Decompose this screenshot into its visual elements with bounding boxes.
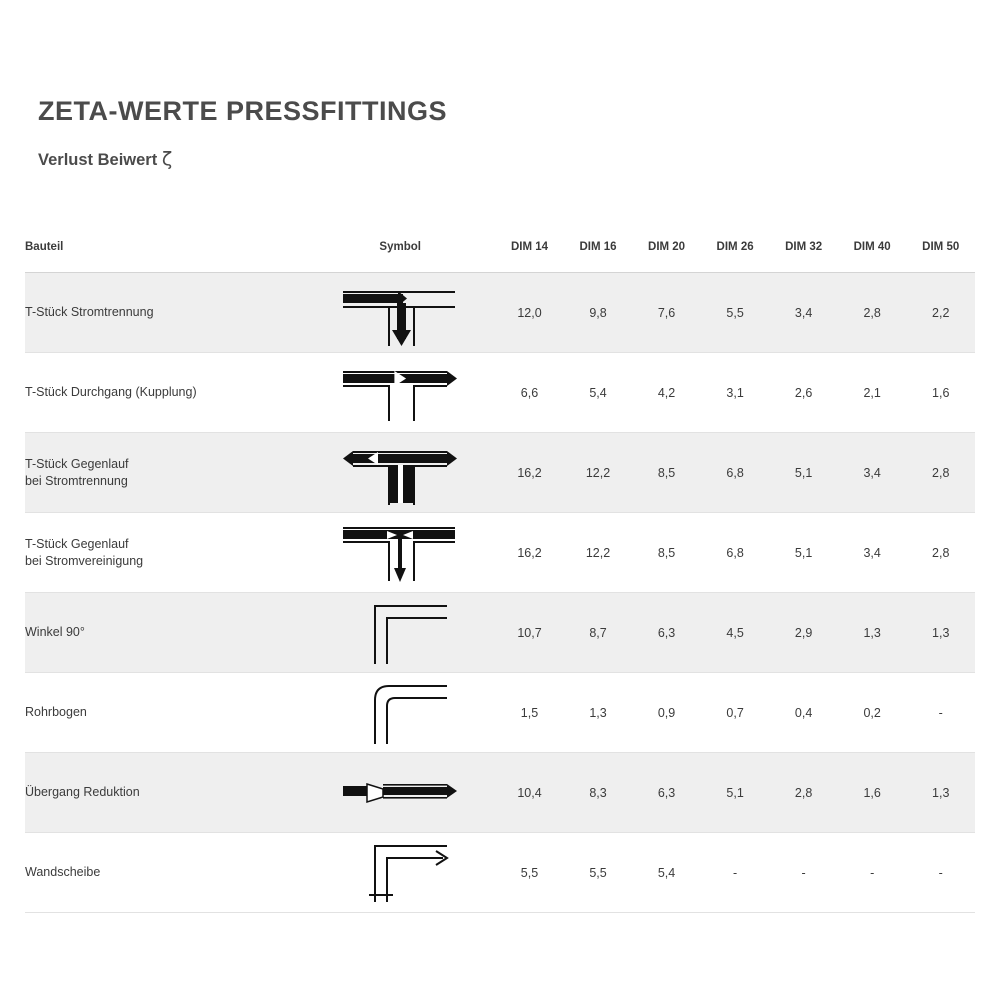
cell-value: 16,2 xyxy=(517,465,542,480)
elbow-90-icon xyxy=(305,598,495,668)
row-label-line2: bei Stromvereinigung xyxy=(25,553,144,568)
zeta-values-table xyxy=(25,222,975,913)
row-label-line1: Übergang Reduktion xyxy=(25,785,140,800)
row-label-line1: T-Stück Gegenlauf xyxy=(25,536,129,551)
table-row xyxy=(25,433,975,513)
row-label-line2: bei Stromtrennung xyxy=(25,473,128,488)
cell-value: 1,5 xyxy=(520,705,539,720)
cell-value: 3,4 xyxy=(863,465,881,480)
cell-value: 6,6 xyxy=(520,385,539,400)
page-subtitle xyxy=(38,148,172,170)
table-row xyxy=(25,273,975,353)
column-header-bauteil: Bauteil xyxy=(25,222,305,273)
zeta-symbol: ζ xyxy=(161,148,173,170)
row-symbol xyxy=(305,833,495,913)
cell-value: 0,2 xyxy=(863,705,881,720)
cell-value: 2,8 xyxy=(932,465,950,480)
row-symbol xyxy=(305,353,495,433)
cell-value: 10,4 xyxy=(517,785,542,800)
row-symbol xyxy=(305,513,495,593)
row-label xyxy=(25,513,305,593)
cell-value: 5,1 xyxy=(726,785,744,800)
cell-value: - xyxy=(938,865,943,880)
row-symbol xyxy=(305,593,495,673)
page-title: ZETA-WERTE PRESSFITTINGS xyxy=(38,96,447,126)
row-symbol xyxy=(305,673,495,753)
cell-value: 2,8 xyxy=(932,545,950,560)
column-header-dim-16: DIM 16 xyxy=(564,222,633,273)
cell-value: 2,1 xyxy=(863,385,881,400)
row-label xyxy=(25,593,305,673)
cell-value: 0,9 xyxy=(657,705,676,720)
row-label-line1: Winkel 90° xyxy=(25,625,85,640)
cell-value: 12,0 xyxy=(517,305,542,320)
page-subtitle-text: Verlust Beiwert xyxy=(38,151,158,169)
table-header-row xyxy=(25,222,975,273)
wall-plate-elbow-icon xyxy=(305,838,495,908)
tee-counterflow-split-icon xyxy=(305,438,495,508)
table-header xyxy=(25,222,975,273)
cell-value: 5,5 xyxy=(520,865,539,880)
table-row xyxy=(25,353,975,433)
cell-value: 5,4 xyxy=(589,385,607,400)
table-row xyxy=(25,753,975,833)
row-label xyxy=(25,353,305,433)
cell-value: 5,4 xyxy=(657,865,676,880)
cell-value: - xyxy=(938,705,943,720)
row-symbol xyxy=(305,273,495,353)
reducer-transition-icon xyxy=(305,758,495,828)
cell-value: 5,5 xyxy=(726,305,744,320)
cell-value: 1,3 xyxy=(863,625,881,640)
cell-value: 2,2 xyxy=(932,305,950,320)
cell-value: 16,2 xyxy=(517,545,542,560)
tee-counterflow-merge-icon xyxy=(305,518,495,588)
cell-value: 1,3 xyxy=(932,785,950,800)
column-header-dim-40: DIM 40 xyxy=(838,222,907,273)
row-label-line1: T-Stück Gegenlauf xyxy=(25,456,129,471)
table-row xyxy=(25,673,975,753)
cell-value: 5,1 xyxy=(794,465,813,480)
cell-value: 4,2 xyxy=(657,385,676,400)
column-header-dim-32: DIM 32 xyxy=(769,222,838,273)
cell-value: 0,4 xyxy=(794,705,813,720)
cell-value: 5,5 xyxy=(589,865,607,880)
cell-value: 1,3 xyxy=(932,625,950,640)
cell-value: 3,1 xyxy=(726,385,744,400)
table-body xyxy=(25,273,975,913)
cell-value: 8,7 xyxy=(589,625,607,640)
cell-value: 7,6 xyxy=(657,305,676,320)
cell-value: 2,6 xyxy=(794,385,813,400)
cell-value: 2,9 xyxy=(794,625,813,640)
cell-value: 0,7 xyxy=(726,705,744,720)
cell-value: 6,8 xyxy=(726,465,744,480)
column-header-dim-26: DIM 26 xyxy=(701,222,770,273)
cell-value: 8,3 xyxy=(589,785,607,800)
row-label-line1: T-Stück Stromtrennung xyxy=(25,305,154,320)
cell-value: 1,3 xyxy=(589,705,607,720)
tee-branch-split-icon xyxy=(305,278,495,348)
row-label xyxy=(25,273,305,353)
cell-value: 5,1 xyxy=(794,545,813,560)
row-label xyxy=(25,433,305,513)
cell-value: 1,6 xyxy=(863,785,881,800)
row-label-line1: T-Stück Durchgang (Kupplung) xyxy=(25,385,197,400)
pipe-bend-icon xyxy=(305,678,495,748)
tee-straight-through-icon xyxy=(305,358,495,428)
cell-value: - xyxy=(801,865,806,880)
cell-value: 1,6 xyxy=(932,385,950,400)
row-label xyxy=(25,673,305,753)
cell-value: 3,4 xyxy=(794,305,813,320)
row-label-line1: Wandscheibe xyxy=(25,865,101,880)
cell-value: 4,5 xyxy=(726,625,744,640)
row-label xyxy=(25,753,305,833)
table-row xyxy=(25,593,975,673)
cell-value: 2,8 xyxy=(863,305,881,320)
column-header-dim-20: DIM 20 xyxy=(632,222,701,273)
cell-value: 10,7 xyxy=(517,625,542,640)
row-label xyxy=(25,833,305,913)
cell-value: 12,2 xyxy=(585,545,611,560)
cell-value: 12,2 xyxy=(585,465,611,480)
cell-value: 2,8 xyxy=(794,785,813,800)
row-symbol xyxy=(305,433,495,513)
cell-value: 6,3 xyxy=(657,625,676,640)
cell-value: 6,8 xyxy=(726,545,744,560)
cell-value: 9,8 xyxy=(589,305,607,320)
cell-value: - xyxy=(870,865,875,880)
column-header-dim-50: DIM 50 xyxy=(906,222,975,273)
table-row xyxy=(25,833,975,913)
cell-value: 8,5 xyxy=(657,465,676,480)
cell-value: - xyxy=(733,865,738,880)
cell-value: 6,3 xyxy=(657,785,676,800)
table-row xyxy=(25,513,975,593)
cell-value: 3,4 xyxy=(863,545,881,560)
row-symbol xyxy=(305,753,495,833)
cell-value: 8,5 xyxy=(657,545,676,560)
row-label-line1: Rohrbogen xyxy=(25,705,87,720)
column-header-symbol: Symbol xyxy=(305,222,495,273)
column-header-dim-14: DIM 14 xyxy=(495,222,564,273)
